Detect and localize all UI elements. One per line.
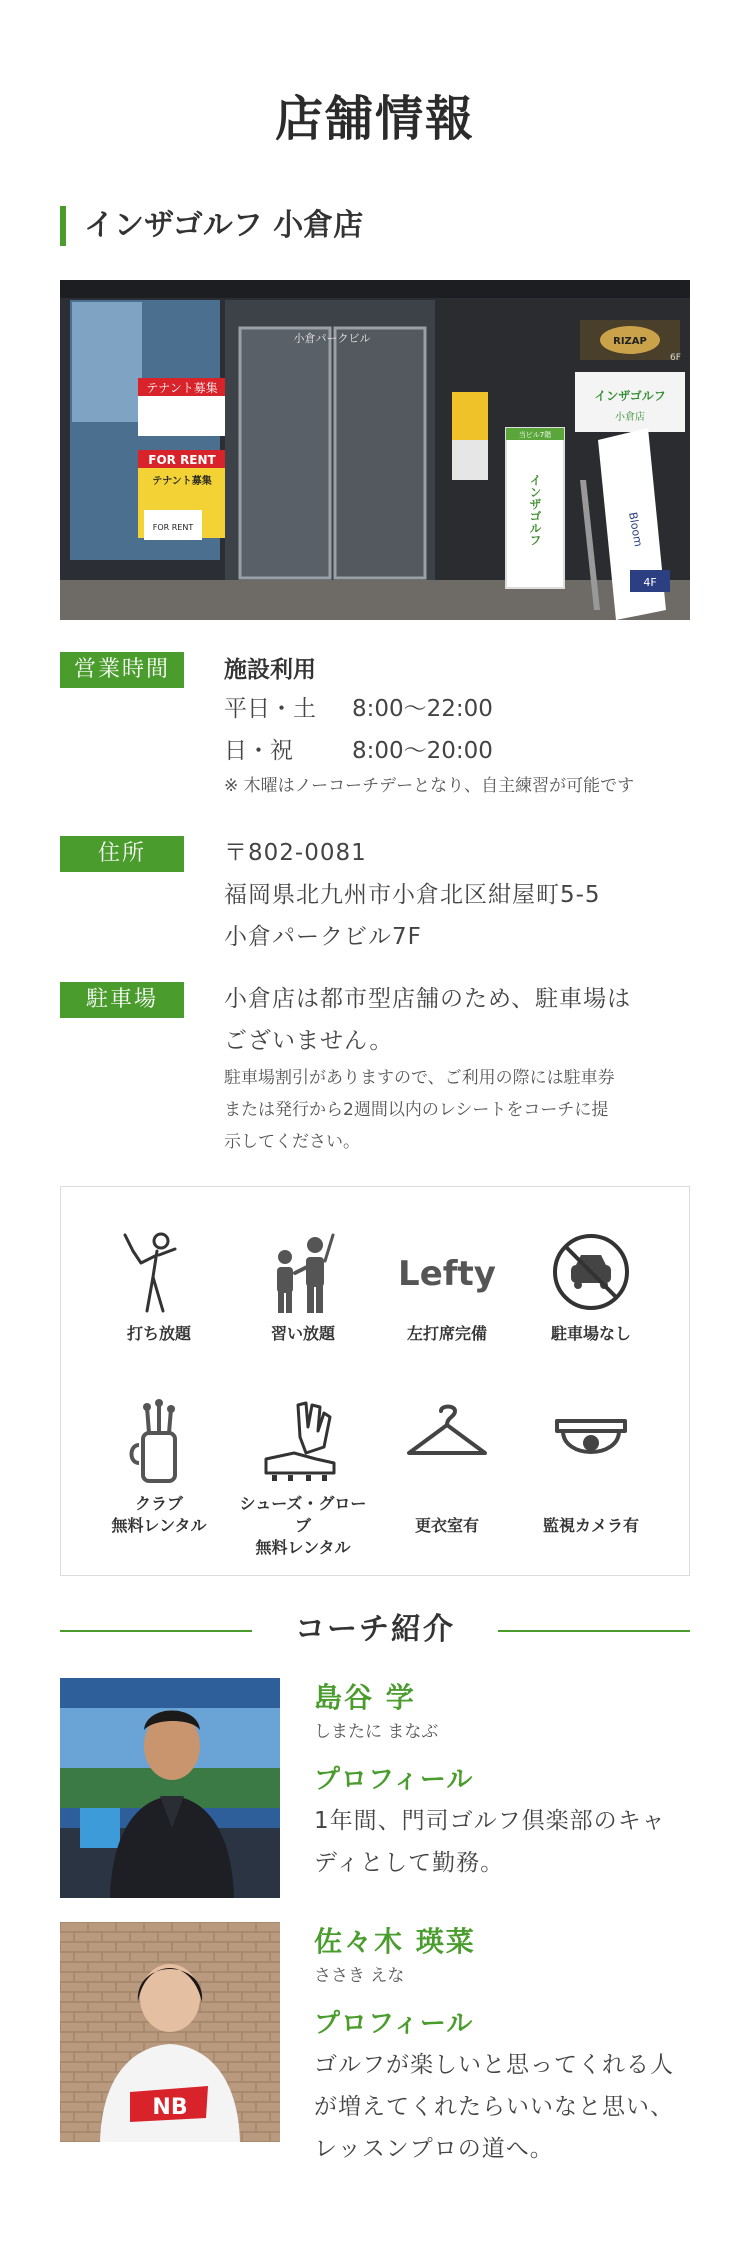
address-row [60,836,690,966]
store-name-heading: インザゴルフ 小倉店 [60,206,363,246]
coach-card [60,1678,690,1902]
parking-note-line: 示してください。 [224,1132,360,1152]
hours-row-weekday [224,688,690,730]
hours-time: 8:00〜22:00 [352,696,493,722]
golf-bag-icon [119,1397,199,1487]
hours-row [60,652,690,812]
feature-label: 無料レンタル [255,1538,351,1557]
for-rent-sign-2: FOR RENT [152,523,194,532]
parking-label: 駐車場 [60,982,184,1018]
coach-kana: ささき えな [314,1966,405,1986]
store-entrance-photo [60,280,690,620]
coach-card [60,1922,690,2190]
feature-item-shoe-glove-rental [233,1397,373,1559]
feature-item-club-rental [89,1397,229,1537]
feature-label: シューズ・グローブ [239,1494,367,1535]
coach-profile-line: レッスンプロの道へ。 [314,2136,554,2162]
coach-photo [60,1678,280,1898]
address-postal: 〒802-0081 [224,840,367,866]
coach-section-heading [60,1610,690,1650]
parkbldg-tag: 当ビル7階 [518,431,552,439]
hours-heading: 施設利用 [224,657,316,683]
coach-profile-heading: プロフィール [314,1765,474,1795]
feature-item-lesson [233,1227,373,1345]
address-building: 小倉パークビル7F [224,924,422,950]
inzagolf-board-text: インザゴルフ [528,474,542,546]
address-label: 住所 [60,836,184,872]
lefty-logo-text: Lefty [398,1254,496,1294]
coach-name: 島谷 学 [314,1681,416,1714]
coach-section-title: コーチ紹介 [295,1612,455,1647]
hours-row-holiday [224,730,690,772]
feature-label: 監視カメラ有 [542,1516,639,1535]
parking-row [60,982,690,1152]
for-rent-sign: FOR RENT [148,453,216,467]
tenant-sign-2: テナント募集 [152,476,212,487]
shoe-glove-icon [258,1397,348,1487]
golfer-swing-icon [119,1227,199,1317]
parking-main-line: ございません。 [224,1028,394,1054]
coach-profile-line: が増えてくれたらいいなと思い、 [314,2094,674,2120]
feature-label: 打ち放題 [126,1324,191,1343]
feature-item-practice [89,1227,229,1345]
feature-label: 左打席完備 [406,1324,487,1343]
page-title: 店舗情報 [274,91,475,147]
bloom-sign: Bloom [626,511,645,548]
building-sign: 小倉パークビル [293,332,371,345]
feature-item-lefty [377,1227,517,1345]
shirt-logo-text: NB [152,2095,188,2120]
coach-kana: しまたに まなぶ [314,1722,439,1742]
floor-6f-label: 6F [670,353,681,363]
inzagolf-store-text: 小倉店 [615,412,645,423]
hanger-icon [397,1397,497,1487]
feature-label: 習い放題 [270,1324,335,1343]
rizap-logo: RIZAP [613,336,647,347]
coach-profile-line: ディとして勤務。 [314,1850,505,1876]
lesson-coaching-icon [263,1227,343,1317]
hours-time: 8:00〜20:00 [352,738,493,764]
feature-item-changing-room [377,1397,517,1537]
feature-label: 更衣室有 [414,1516,479,1535]
hours-day: 平日・土 [224,696,316,722]
heading-rule-right [498,1630,690,1632]
parking-main-line: 小倉店は都市型店舗のため、駐車場は [224,986,632,1012]
coach-profile-heading: プロフィール [314,2009,474,2039]
hours-note: ※ 木曜はノーコーチデーとなり、自主練習が可能です [224,776,635,796]
floor-4f-label: 4F [643,576,657,589]
security-camera-icon [541,1397,641,1487]
feature-label: 駐車場なし [550,1324,631,1343]
feature-label: 無料レンタル [111,1516,207,1535]
address-line: 福岡県北九州市小倉北区紺屋町5-5 [224,882,601,908]
no-parking-car-icon [546,1227,636,1317]
coach-name: 佐々木 瑛菜 [314,1925,476,1958]
inzagolf-directory-text: インザゴルフ [594,389,666,403]
coach-photo [60,1922,280,2142]
hours-label: 営業時間 [60,652,184,688]
feature-grid [60,1186,690,1576]
parking-note-line: または発行から2週間以内のレシートをコーチに提 [224,1100,609,1120]
lefty-logo-icon [397,1227,497,1317]
coach-profile-line: 1年間、門司ゴルフ倶楽部のキャ [314,1808,666,1834]
hours-day: 日・祝 [224,738,293,764]
feature-label: クラブ [134,1494,183,1513]
feature-item-camera [521,1397,661,1537]
tenant-sign-1: テナント募集 [146,381,218,395]
feature-item-no-parking [521,1227,661,1345]
parking-note-line: 駐車場割引がありますので、ご利用の際には駐車券 [224,1068,615,1088]
coach-profile-line: ゴルフが楽しいと思ってくれる人 [314,2052,674,2078]
